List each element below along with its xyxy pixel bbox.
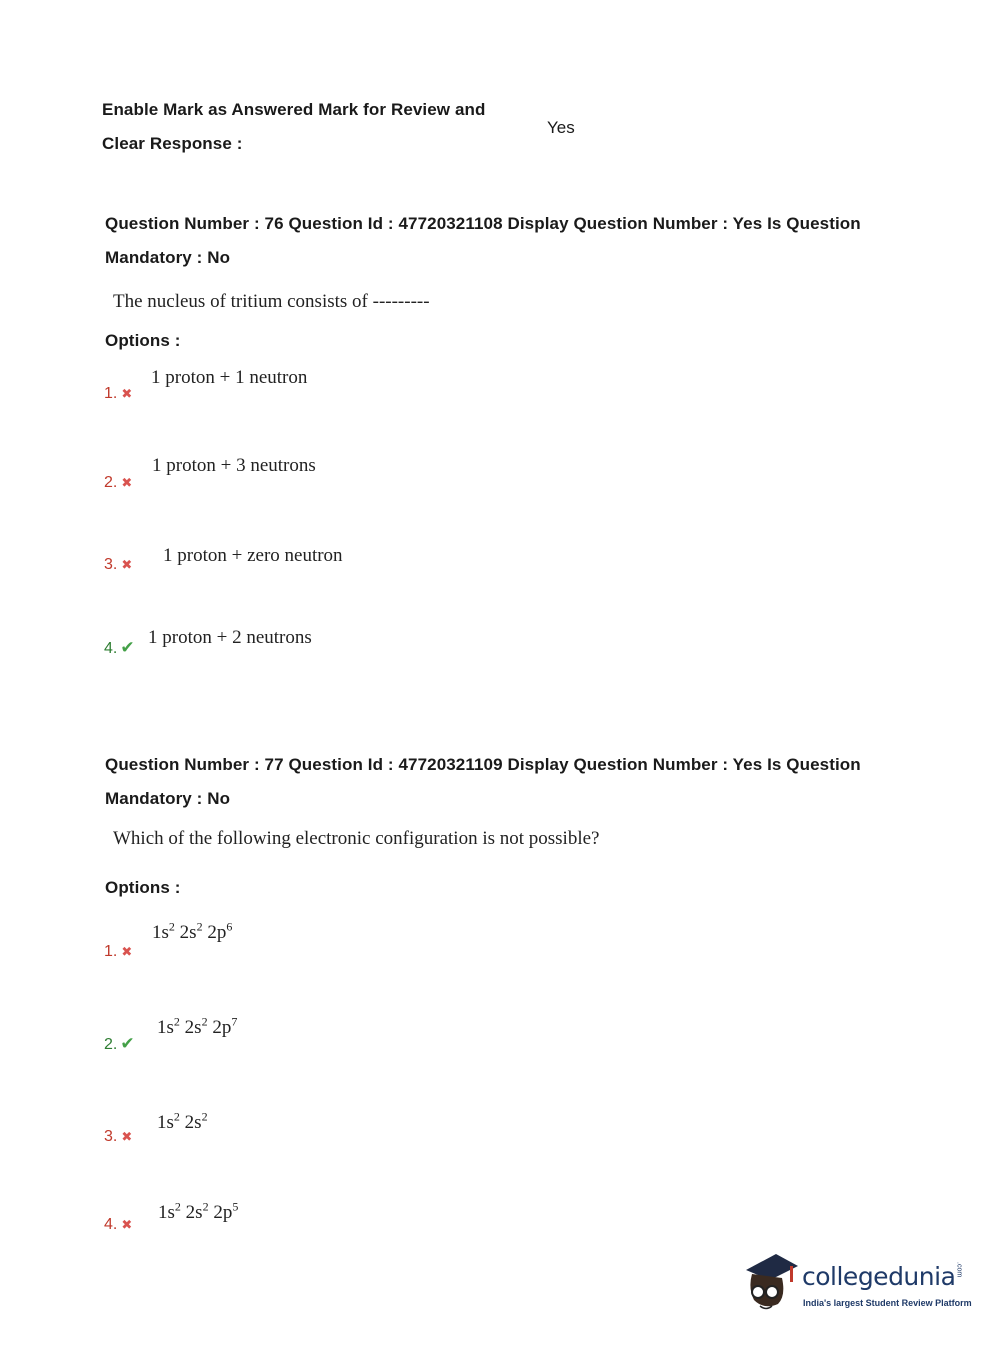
config-term: 1s	[157, 1017, 174, 1038]
question-76-meta-line2: Mandatory : No	[105, 248, 231, 267]
config-term: 1s	[152, 922, 169, 943]
option-number: 3.	[104, 556, 118, 573]
q77-option-1-text	[152, 919, 233, 944]
config-term: 2s	[184, 1017, 202, 1038]
q77-option-4-text	[158, 1199, 239, 1224]
cross-icon: ✖	[121, 557, 133, 572]
q77-option-2-text	[157, 1014, 238, 1039]
config-term: 1s	[158, 1202, 175, 1223]
question-77-text: Which of the following electronic configuration is not possible?	[113, 828, 600, 849]
option-number: 1.	[104, 385, 118, 402]
q77-option-2-marker	[104, 1034, 135, 1054]
option-number: 4.	[104, 640, 118, 657]
cross-icon: ✖	[121, 475, 133, 490]
config-exponent: 2	[202, 1199, 209, 1214]
option-number: 3.	[104, 1128, 118, 1145]
check-icon: ✔	[120, 638, 135, 657]
question-77-meta-line2: Mandatory : No	[105, 789, 231, 808]
q77-option-4-marker	[104, 1216, 132, 1234]
config-exponent: 2	[201, 1014, 208, 1029]
option-number: 4.	[104, 1216, 118, 1233]
option-number: 2.	[104, 474, 118, 491]
q76-option-1-text: 1 proton + 1 neutron	[151, 367, 308, 388]
enable-mark-value: Yes	[547, 118, 575, 137]
enable-mark-label-line2: Clear Response :	[102, 134, 243, 153]
cross-icon: ✖	[121, 944, 133, 959]
config-exponent: 5	[232, 1199, 239, 1214]
config-exponent: 2	[173, 1109, 180, 1124]
q77-option-1-marker	[104, 943, 132, 961]
cross-icon: ✖	[121, 386, 133, 401]
option-number: 2.	[104, 1036, 118, 1053]
question-77-meta-line1: Question Number : 77 Question Id : 47720321109 Display Question Number : Yes Is Question	[105, 755, 861, 774]
collegedunia-mascot-icon	[740, 1248, 800, 1318]
config-exponent: 2	[196, 919, 203, 934]
config-term: 2p	[213, 1202, 233, 1223]
config-exponent: 2	[173, 1014, 180, 1029]
logo-suffix: .com	[955, 1262, 963, 1278]
q76-option-3-marker	[104, 556, 132, 574]
config-term: 2s	[185, 1202, 203, 1223]
q76-option-1-marker	[104, 385, 132, 403]
config-term: 2p	[207, 922, 227, 943]
question-76-meta-line1: Question Number : 76 Question Id : 47720321108 Display Question Number : Yes Is Question	[105, 214, 861, 233]
q76-option-4-text: 1 proton + 2 neutrons	[148, 627, 312, 648]
q76-option-3-text: 1 proton + zero neutron	[163, 545, 343, 566]
q76-option-2-text: 1 proton + 3 neutrons	[152, 455, 316, 476]
q76-option-4-marker	[104, 638, 135, 658]
option-number: 1.	[104, 943, 118, 960]
config-term: 2s	[184, 1112, 202, 1133]
collegedunia-logo	[802, 1262, 962, 1291]
question-77-options-label: Options :	[105, 878, 181, 897]
config-term: 2s	[179, 922, 197, 943]
config-exponent: 2	[174, 1199, 181, 1214]
question-76-options-label: Options :	[105, 331, 181, 350]
logo-name: collegedunia	[802, 1262, 956, 1291]
cross-icon: ✖	[121, 1217, 133, 1232]
config-exponent: 2	[201, 1109, 208, 1124]
config-exponent: 2	[168, 919, 175, 934]
config-exponent: 6	[226, 919, 233, 934]
enable-mark-label-line1: Enable Mark as Answered Mark for Review and	[102, 100, 486, 119]
check-icon: ✔	[120, 1034, 135, 1053]
config-term: 1s	[157, 1112, 174, 1133]
q76-option-2-marker	[104, 474, 132, 492]
question-76-text: The nucleus of tritium consists of ---------	[113, 291, 430, 312]
config-term: 2p	[212, 1017, 232, 1038]
cross-icon: ✖	[121, 1129, 133, 1144]
q77-option-3-text	[157, 1109, 208, 1134]
logo-tagline: India's largest Student Review Platform	[803, 1298, 972, 1308]
q77-option-3-marker	[104, 1128, 132, 1146]
config-exponent: 7	[231, 1014, 238, 1029]
